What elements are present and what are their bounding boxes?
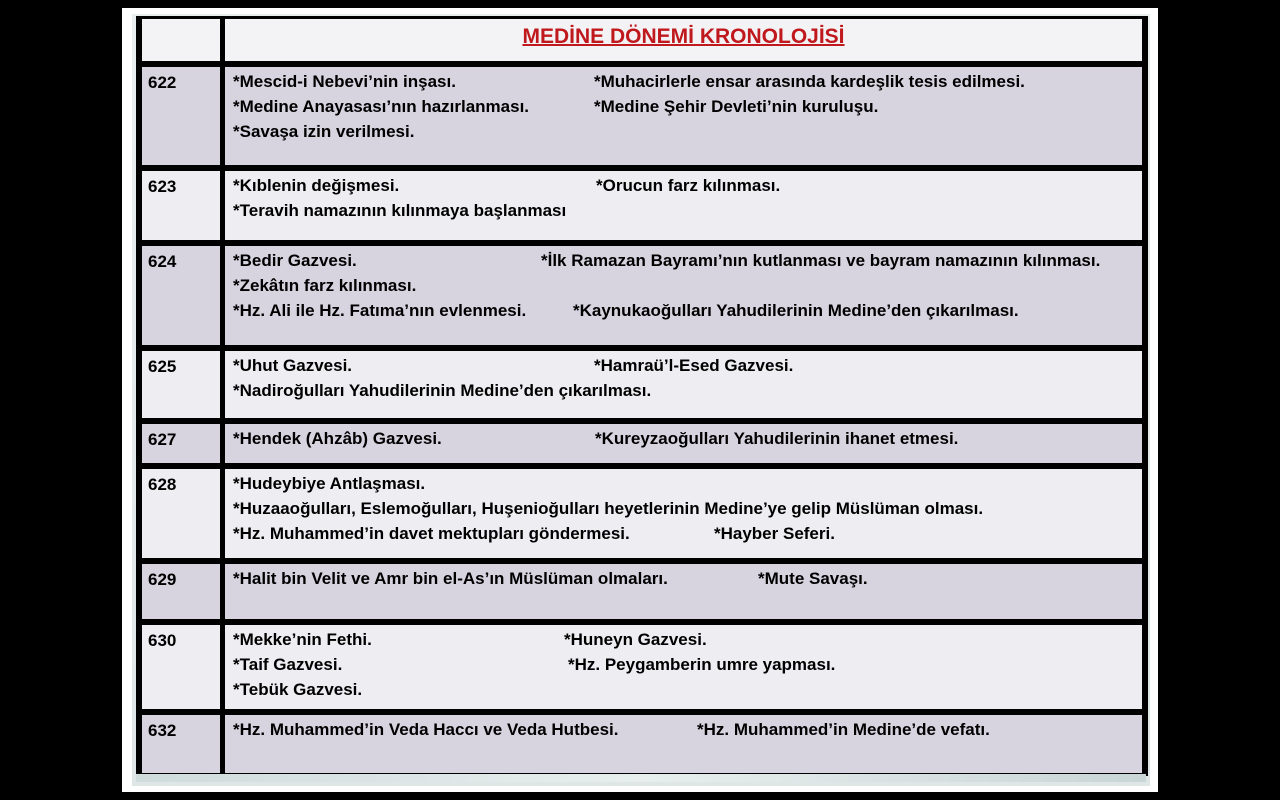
event-text: *İlk Ramazan Bayramı’nın kutlanması ve bayram namazının kılınması. [541,251,1101,270]
event-text: *Medine Anayasası’nın hazırlanması. [233,97,530,116]
chronology-table [136,16,1148,776]
event-line [233,474,1142,499]
event-text: *Tebük Gazvesi. [233,680,363,699]
event-text: *Mekke’nin Fethi. [233,630,372,649]
year-cell: 624 [142,246,220,345]
event-line [233,680,1142,705]
event-text: *Nadiroğulları Yahudilerinin Medine’den çıkarılması. [233,381,652,400]
event-line [233,251,1142,276]
event-line [233,630,1142,655]
event-text: *Hz. Muhammed’in davet mektupları göndermesi. [233,524,630,543]
event-line [233,72,1142,97]
slide-background [132,14,1150,786]
event-line [233,97,1142,122]
events-cell [225,351,1142,418]
event-text: *Kaynukaoğulları Yahudilerinin Medine’den çıkarılması. [573,301,1019,320]
page-title: MEDİNE DÖNEMİ KRONOLOJİSİ [522,25,845,48]
header-title-cell [225,19,1142,61]
year-cell: 630 [142,625,220,709]
events-cell [225,715,1142,773]
event-text: *Zekâtın farz kılınması. [233,276,417,295]
year-cell: 625 [142,351,220,418]
table-row [136,168,1148,243]
event-line [233,381,1142,406]
event-text: *Orucun farz kılınması. [596,176,781,195]
event-line [233,122,1142,147]
year-cell: 627 [142,424,220,463]
events-cell [225,171,1142,240]
event-text: *Bedir Gazvesi. [233,251,357,270]
event-text: *Teravih namazının kılınmaya başlanması [233,201,567,220]
events-cell [225,246,1142,345]
event-text: *Mute Savaşı. [758,569,868,588]
table-row [136,622,1148,712]
table-row [136,243,1148,348]
event-line [233,524,1142,549]
decorative-strip [136,774,1146,782]
events-cell [225,67,1142,165]
event-text: *Hudeybiye Antlaşması. [233,474,426,493]
event-text: *Hz. Peygamberin umre yapması. [568,655,836,674]
event-text: *Huzaaoğulları, Eslemoğulları, Huşenioğulları heyetlerinin Medine’ye gelip Müslüman olması. [233,499,984,518]
event-text: *Kıblenin değişmesi. [233,176,400,195]
event-text: *Kureyzaoğulları Yahudilerinin ihanet etmesi. [595,429,959,448]
table-row [136,421,1148,466]
event-line [233,569,1142,594]
event-text: *Muhacirlerle ensar arasında kardeşlik tesis edilmesi. [594,72,1025,91]
event-text: *Hamraü’l-Esed Gazvesi. [594,356,794,375]
year-cell: 628 [142,469,220,558]
event-line [233,176,1142,201]
event-line [233,276,1142,301]
year-cell: 622 [142,67,220,165]
event-text: *Taif Gazvesi. [233,655,343,674]
table-row [136,348,1148,421]
event-line [233,301,1142,326]
event-text: *Hz. Ali ile Hz. Fatıma’nın evlenmesi. [233,301,527,320]
year-cell: 629 [142,564,220,619]
year-cell: 632 [142,715,220,773]
table-row [136,561,1148,622]
events-cell [225,564,1142,619]
event-text: *Mescid-i Nebevi’nin inşası. [233,72,456,91]
event-text: *Hz. Muhammed’in Medine’de vefatı. [697,720,990,739]
event-text: *Hayber Seferi. [714,524,835,543]
table-row [136,466,1148,561]
events-cell [225,625,1142,709]
event-line [233,655,1142,680]
events-cell [225,469,1142,558]
event-line [233,499,1142,524]
slide-frame [122,8,1158,792]
table-header-row [136,16,1148,64]
events-cell [225,424,1142,463]
event-text: *Huneyn Gazvesi. [564,630,707,649]
event-text: *Hendek (Ahzâb) Gazvesi. [233,429,442,448]
event-text: *Halit bin Velit ve Amr bin el-As’ın Müslüman olmaları. [233,569,668,588]
event-line [233,429,1142,454]
event-text: *Hz. Muhammed’in Veda Haccı ve Veda Hutbesi. [233,720,619,739]
event-line [233,356,1142,381]
event-text: *Medine Şehir Devleti’nin kuruluşu. [594,97,879,116]
header-year-cell [142,19,220,61]
year-cell: 623 [142,171,220,240]
table-row [136,712,1148,776]
table-row [136,64,1148,168]
event-text: *Uhut Gazvesi. [233,356,353,375]
event-line [233,720,1142,745]
event-line [233,201,1142,226]
event-text: *Savaşa izin verilmesi. [233,122,415,141]
